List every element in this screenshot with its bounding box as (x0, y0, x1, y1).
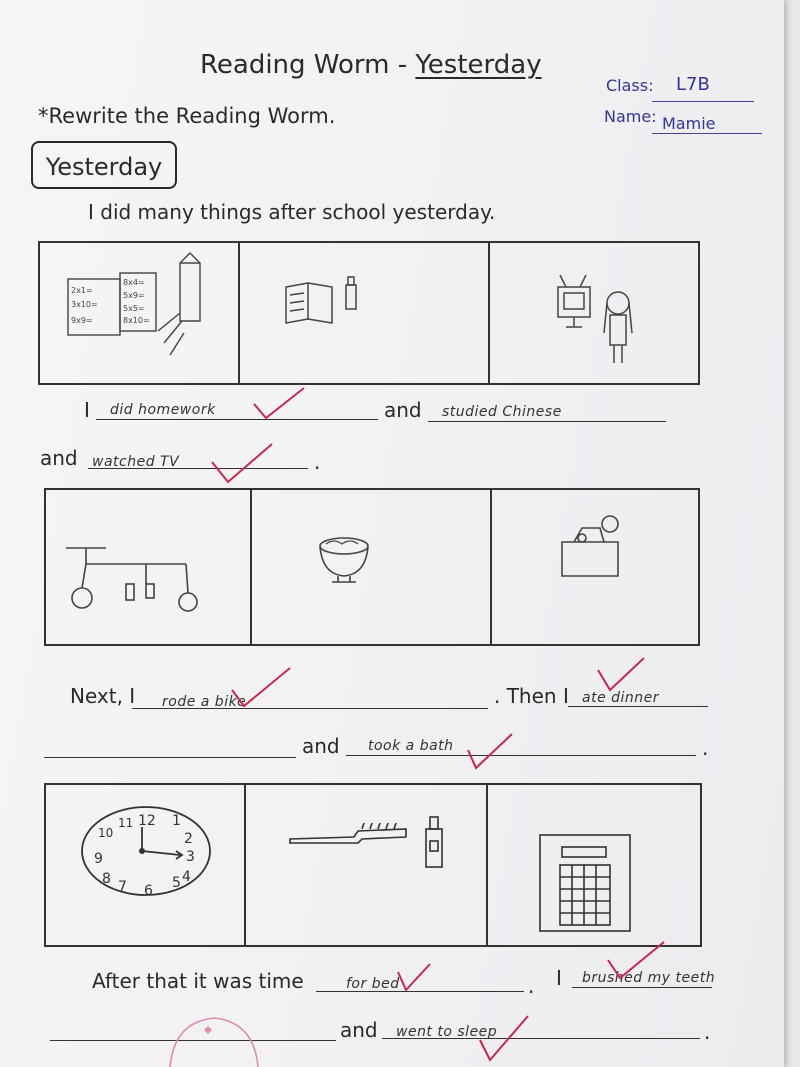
class-label: Class: (606, 76, 654, 95)
name-label: Name: (604, 107, 657, 126)
panel-tv (490, 243, 700, 383)
tv-and-girl-icon (490, 243, 700, 383)
mult-right-3: 8x10= (123, 316, 150, 325)
sentence2-answer3: took a bath (368, 738, 454, 754)
mult-right-1: 5x9= (123, 291, 145, 300)
panel-bed (488, 785, 702, 945)
sentence3-dot: . (528, 974, 535, 998)
check-mark-icon (604, 938, 668, 984)
clock-num-11: 11 (118, 816, 134, 830)
check-mark-icon (250, 384, 310, 424)
sentence1-mid: and (384, 398, 422, 422)
panel-bath (492, 490, 704, 644)
check-mark-icon (464, 730, 516, 774)
clock-num-1: 1 (172, 813, 181, 829)
check-mark-icon (394, 960, 434, 996)
sentence1-answer2: studied Chinese (442, 404, 562, 420)
panel-clock (46, 785, 246, 945)
sentence3-end: . (704, 1020, 711, 1044)
clock-num-5: 5 (172, 875, 181, 891)
sentence3-answer1: for bed (346, 976, 400, 992)
sentence3-blank3 (382, 1038, 700, 1039)
intro-sentence: I did many things after school yesterday. (88, 200, 496, 224)
picture-row-1 (38, 241, 700, 385)
check-mark-icon (226, 664, 296, 712)
mult-right-2: 5x5= (123, 304, 145, 313)
class-value: L7B (676, 74, 710, 95)
book-and-drink-icon (240, 243, 488, 383)
sentence1-answer1: did homework (110, 402, 216, 418)
panel-teeth (246, 785, 488, 945)
mult-left-2: 9x9= (71, 316, 93, 325)
clock-num-12: 12 (138, 813, 156, 829)
mult-left-0: 2x1= (71, 286, 93, 295)
sentence2-blank2 (568, 706, 708, 707)
bed-icon (488, 785, 702, 945)
sentence2-end: . (702, 736, 709, 760)
sentence3-answer2: brushed my teeth (582, 970, 716, 986)
title-prefix: Reading Worm - (200, 50, 416, 80)
clock-num-6: 6 (144, 883, 153, 899)
panel-homework (40, 243, 240, 383)
panel-dinner (252, 490, 492, 644)
name-value: Mamie (662, 114, 716, 133)
sentence3-blank2 (572, 987, 712, 988)
sentence3-answer3: went to sleep (396, 1024, 498, 1040)
sentence1-start: I (84, 398, 90, 422)
sentence1-answer3: watched TV (92, 454, 180, 470)
sentence2-blank1 (132, 708, 488, 709)
title-word: Yesterday (415, 50, 542, 80)
mult-left-1: 3x10= (71, 300, 98, 309)
clock-num-7: 7 (118, 879, 127, 895)
mult-right-0: 8x4= (123, 278, 145, 287)
section-label-box: Yesterday (31, 141, 177, 189)
panel-study (240, 243, 490, 383)
page-title (200, 50, 542, 80)
sentence3-mid: and (340, 1018, 378, 1042)
sentence2-blank-line2 (44, 757, 296, 758)
stamp-icon (164, 1012, 264, 1067)
sentence1-blank2 (428, 421, 666, 422)
class-underline (652, 101, 754, 102)
clock-num-2: 2 (184, 831, 193, 847)
panel-bike (46, 490, 252, 644)
check-mark-icon (594, 656, 650, 696)
sentence2-answer1: rode a bike (162, 694, 247, 710)
sentence2-blank3 (346, 755, 696, 756)
clock-num-9: 9 (94, 851, 103, 867)
bike-icon (46, 490, 250, 644)
homework-books-icon (40, 243, 238, 383)
clock-num-8: 8 (102, 871, 111, 887)
clock-icon (46, 785, 244, 945)
sentence2-start: Next, I (70, 684, 136, 708)
check-mark-icon (206, 438, 276, 486)
picture-row-3 (44, 783, 702, 947)
sentence1-line2-start: and (40, 446, 78, 470)
check-mark-icon (476, 1012, 532, 1064)
sentence3-start2: I (556, 966, 562, 990)
sentence2-mid: and (302, 734, 340, 758)
sentence2-then: . Then I (494, 684, 569, 708)
sentence3-start: After that it was time (92, 969, 304, 993)
clock-num-3: 3 (186, 849, 195, 865)
instruction-text: *Rewrite the Reading Worm. (38, 104, 336, 128)
picture-row-2 (44, 488, 700, 646)
toothbrush-icon (246, 785, 486, 945)
bowl-of-noodles-icon (252, 490, 490, 644)
sentence1-end: . (314, 450, 321, 474)
clock-num-10: 10 (98, 826, 114, 840)
sentence1-blank1 (96, 419, 378, 420)
sentence2-answer2: ate dinner (582, 690, 660, 706)
name-underline (652, 133, 762, 134)
bathtub-icon (492, 490, 704, 644)
clock-num-4: 4 (182, 869, 191, 885)
